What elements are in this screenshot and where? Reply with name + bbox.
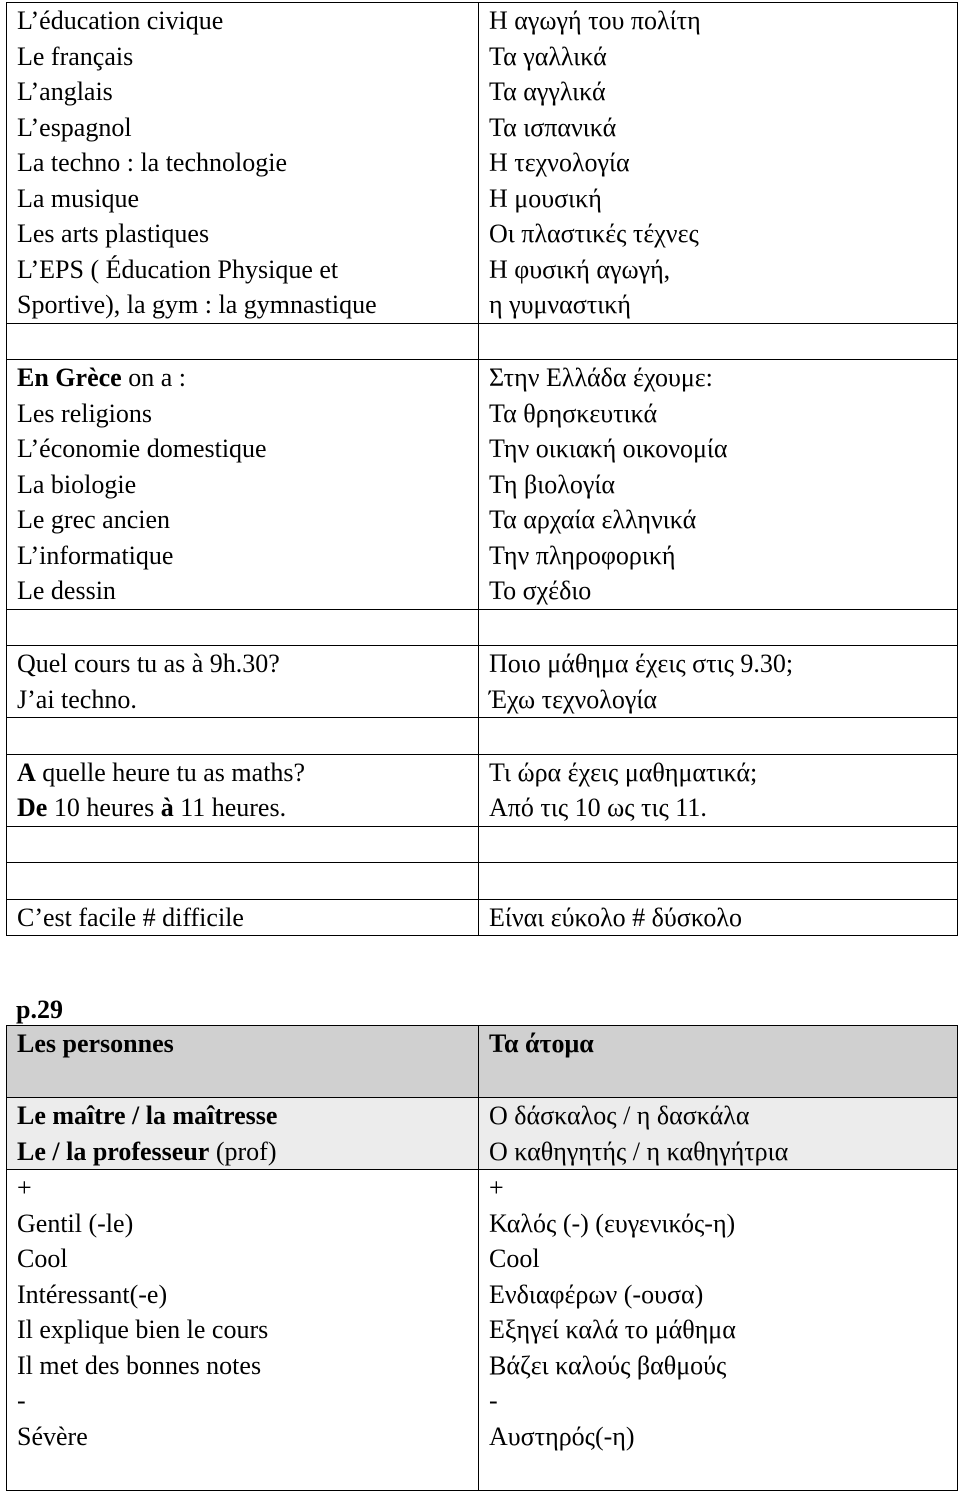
greek-cell — [479, 754, 958, 826]
table-row — [7, 3, 958, 324]
list-item: Τα αρχαία ελληνικά — [489, 505, 697, 534]
list-item: Βάζει καλούς βαθμούς — [489, 1350, 727, 1380]
empty-cell — [479, 718, 958, 755]
list-item: Από τις 10 ως τις 11. — [489, 793, 707, 822]
greek-cell — [479, 1098, 958, 1170]
header-cell-french: Les personnes — [7, 1026, 479, 1098]
list-item: Εξηγεί καλά το μάθημα — [489, 1315, 736, 1344]
empty-cell — [7, 826, 479, 863]
list-item: J’ai techno. — [17, 684, 137, 714]
list-item: L’espagnol — [17, 112, 132, 142]
list-item: Τα γαλλικά — [489, 41, 607, 71]
vocabulary-table-persons — [6, 1025, 958, 1491]
list-item: L’EPS ( Éducation Physique et — [17, 254, 339, 284]
list-item: Sportive), la gym : la gymnastique — [17, 290, 377, 319]
empty-row — [7, 609, 958, 646]
empty-cell — [7, 323, 479, 360]
list-item: La musique — [17, 183, 140, 213]
list-item: Στην Ελλάδα έχουμε: — [489, 363, 713, 392]
list-item: Το σχέδιο — [489, 576, 592, 605]
list-item: + — [489, 1173, 504, 1202]
table-row — [7, 1170, 958, 1491]
empty-cell — [479, 863, 958, 900]
list-item: - — [17, 1386, 26, 1415]
list-item: Τα αγγλικά — [489, 77, 606, 106]
empty-cell — [479, 826, 958, 863]
list-item: η γυμναστική — [489, 290, 631, 319]
list-item: Η αγωγή του πολίτη — [489, 6, 701, 35]
list-item: Quel cours tu as à 9h.30? — [17, 649, 280, 678]
list-item: Τι ώρα έχεις μαθηματικά; — [489, 757, 758, 787]
list-item: Ο καθηγητής / η καθηγήτρια — [489, 1136, 789, 1166]
greek-cell — [479, 899, 958, 936]
list-item: L’informatique — [17, 540, 174, 570]
empty-cell — [479, 323, 958, 360]
list-item: Οι πλαστικές τέχνες — [489, 219, 699, 248]
french-cell — [7, 3, 479, 324]
list-item: L’anglais — [17, 77, 113, 106]
list-item: Les religions — [17, 398, 153, 428]
greek-cell — [479, 360, 958, 610]
list-item: Sévère — [17, 1421, 88, 1451]
greek-cell — [479, 3, 958, 324]
list-item: Τη βιολογία — [489, 469, 615, 499]
list-item: Ο δάσκαλος / η δασκάλα — [489, 1101, 750, 1130]
list-item: C’est facile # difficile — [17, 902, 244, 932]
list-item: Τα ισπανικά — [489, 112, 617, 142]
greek-cell — [479, 1170, 958, 1491]
list-item: Les arts plastiques — [17, 219, 210, 248]
list-item: Gentil (-le) — [17, 1208, 134, 1238]
empty-row — [7, 826, 958, 863]
french-cell — [7, 899, 479, 936]
list-item: L’économie domestique — [17, 434, 267, 463]
list-item: Cool — [489, 1244, 540, 1273]
empty-cell — [7, 609, 479, 646]
french-cell — [7, 646, 479, 718]
list-item: De 10 heures à 11 heures. — [17, 793, 287, 822]
list-item: Η μουσική — [489, 183, 602, 213]
list-item: Ενδιαφέρων (-ουσα) — [489, 1279, 704, 1309]
list-item: Η τεχνολογία — [489, 148, 630, 177]
french-cell — [7, 1098, 479, 1170]
list-item: Η φυσική αγωγή, — [489, 254, 671, 284]
list-item: Καλός (-) (ευγενικός-η) — [489, 1208, 736, 1238]
list-item: Le dessin — [17, 576, 116, 605]
list-item: Την οικιακή οικονομία — [489, 434, 728, 463]
table-row — [7, 754, 958, 826]
list-item: Αυστηρός(-η) — [489, 1421, 635, 1451]
list-item: Le grec ancien — [17, 505, 171, 534]
list-item: En Grèce on a : — [17, 363, 186, 392]
list-item: Il met des bonnes notes — [17, 1350, 262, 1380]
table-header-row — [7, 1026, 958, 1098]
french-cell — [7, 1170, 479, 1491]
list-item: Le / la professeur (prof) — [17, 1136, 277, 1166]
french-cell — [7, 360, 479, 610]
table-row — [7, 1098, 958, 1170]
list-item: La techno : la technologie — [17, 148, 288, 177]
empty-row — [7, 863, 958, 900]
table-row — [7, 360, 958, 610]
list-item: Cool — [17, 1244, 68, 1273]
list-item: Ποιο μάθημα έχεις στις 9.30; — [489, 649, 794, 678]
table-row — [7, 646, 958, 718]
list-item: Le maître / la maîtresse — [17, 1101, 278, 1130]
list-item: Le français — [17, 41, 134, 71]
list-item: Την πληροφορική — [489, 540, 676, 570]
list-item: Είναι εύκολο # δύσκολο — [489, 902, 742, 932]
empty-cell — [479, 609, 958, 646]
empty-row — [7, 323, 958, 360]
list-item: Intéressant(-e) — [17, 1279, 168, 1309]
empty-cell — [7, 863, 479, 900]
table-row — [7, 899, 958, 936]
list-item: - — [489, 1386, 498, 1415]
list-item: + — [17, 1173, 32, 1202]
header-cell-greek: Τα άτομα — [479, 1026, 958, 1098]
list-item: Τα θρησκευτικά — [489, 398, 658, 428]
list-item: A quelle heure tu as maths? — [17, 757, 306, 787]
french-cell — [7, 754, 479, 826]
vocabulary-table-subjects — [6, 2, 958, 936]
empty-row — [7, 718, 958, 755]
list-item: Il explique bien le cours — [17, 1315, 269, 1344]
empty-cell — [7, 718, 479, 755]
page-number-label: p.29 — [16, 995, 63, 1024]
greek-cell — [479, 646, 958, 718]
list-item: Έχω τεχνολογία — [489, 684, 657, 714]
list-item: La biologie — [17, 469, 137, 499]
list-item: L’éducation civique — [17, 6, 224, 35]
